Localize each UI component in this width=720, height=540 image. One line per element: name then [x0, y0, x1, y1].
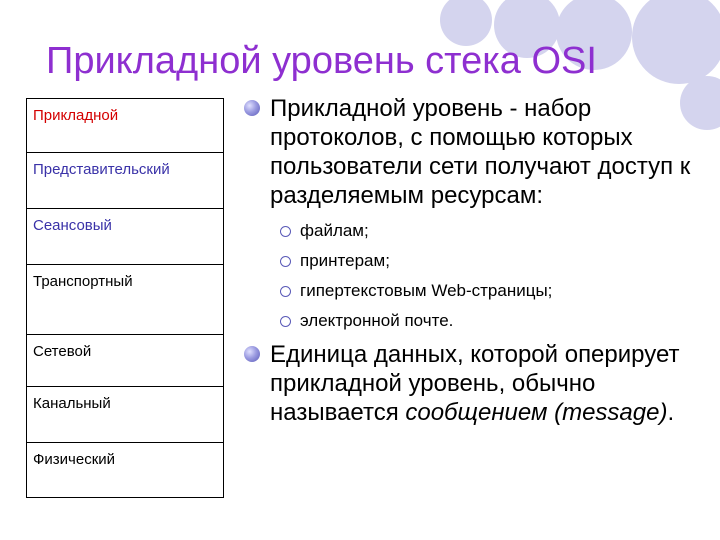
bullet-item [244, 94, 710, 210]
layer-physical: Физический [33, 451, 116, 468]
layer-presentation: Представительский [27, 153, 223, 209]
bullet-icon [244, 346, 260, 362]
ring-bullet-icon [280, 286, 291, 297]
ring-bullet-icon [280, 256, 291, 267]
sub-bullet-list [244, 220, 710, 332]
sub-bullet-text: электронной почте. [300, 311, 454, 330]
sub-bullet-item [244, 310, 710, 332]
sub-bullet-item [244, 220, 710, 242]
slide-title: Прикладной уровень стека OSI [46, 40, 597, 82]
layer-transport: Транспортный [27, 265, 223, 335]
sub-bullet-text: гипертекстовым Web-страницы; [300, 281, 553, 300]
bullet-text-part: Единица данных, которой оперирует прикладной уровень, обычно называется [270, 341, 680, 426]
sub-bullet-item [244, 280, 710, 302]
ring-bullet-icon [280, 226, 291, 237]
layer-application: Прикладной [27, 99, 223, 153]
bullet-text [270, 340, 710, 427]
decorative-circle [632, 0, 720, 84]
bullet-text-part: . [667, 399, 675, 426]
sub-bullet-text: принтерам; [300, 251, 390, 270]
bullet-text-emphasis: сообщением (message) [405, 399, 668, 426]
bullet-icon [244, 100, 260, 116]
osi-stack-table [26, 98, 224, 498]
ring-bullet-icon [280, 316, 291, 327]
sub-bullet-item [244, 250, 710, 272]
layer-session: Сеансовый [27, 209, 223, 265]
layer-datalink: Канальный [27, 387, 223, 443]
slide-content [244, 94, 710, 427]
bullet-item [244, 340, 710, 427]
layer-network: Сетевой [27, 335, 223, 387]
bullet-text: Прикладной уровень - набор протоколов, с помощью которых пользователи сети получают доступ к разделяемым ресурсам: [270, 95, 691, 209]
sub-bullet-text: файлам; [300, 221, 369, 240]
